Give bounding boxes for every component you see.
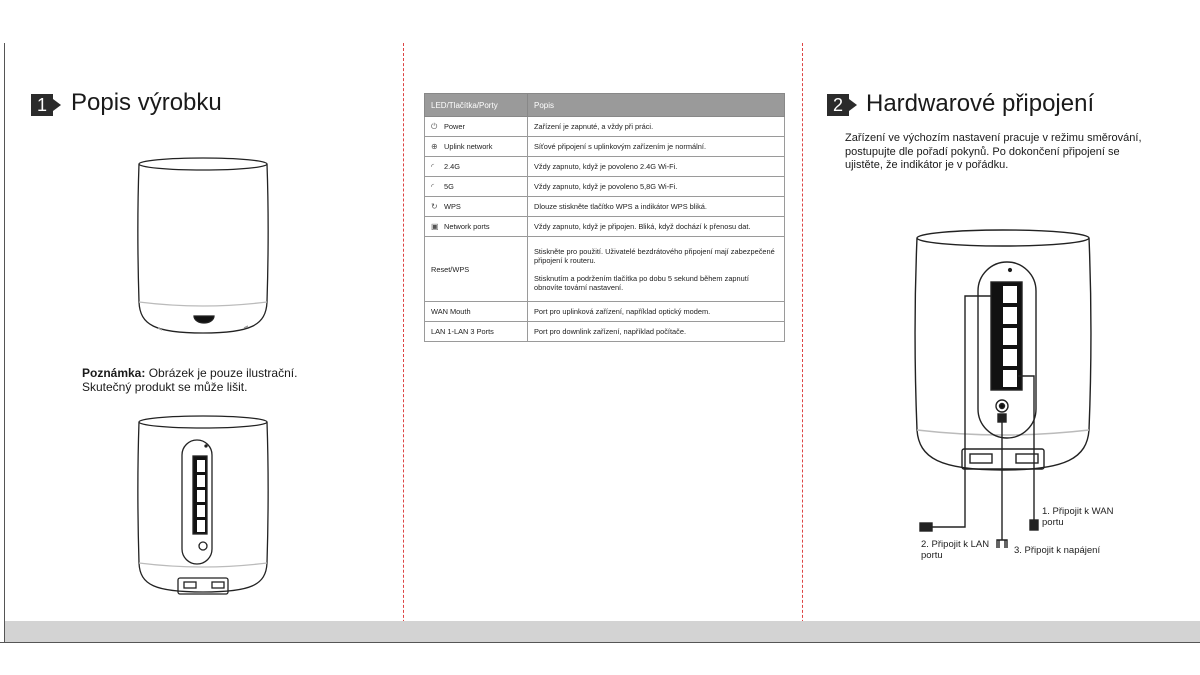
row-desc: Vždy zapnuto, když je povoleno 5,8G Wi-Fi. <box>528 177 785 197</box>
row-label: Network ports <box>444 222 490 231</box>
table-header-led: LED/Tlačítka/Porty <box>425 94 528 117</box>
row-desc: Vždy zapnuto, když je povoleno 2.4G Wi-Fi. <box>528 157 785 177</box>
note-line-2: Skutečný produkt se může lišit. <box>82 380 248 394</box>
row-label: 2.4G <box>444 162 461 171</box>
row-label: Reset/WPS <box>425 237 528 302</box>
table-row <box>425 117 785 137</box>
row-desc: Vždy zapnuto, když je připojen. Bliká, když dochází k přenosu dat. <box>528 217 785 237</box>
callout-wan-line1: 1. Připojit k WAN <box>1042 506 1114 517</box>
table-row <box>425 157 785 177</box>
callout-power: 3. Připojit k napájení <box>1014 545 1101 556</box>
section-2-badge: 2 <box>827 94 849 116</box>
table-row-lan <box>425 322 785 342</box>
table-header-popis: Popis <box>528 94 785 117</box>
table-row-wan <box>425 302 785 322</box>
table-row <box>425 197 785 217</box>
row-label: Uplink network <box>444 142 493 151</box>
note-label: Poznámka: <box>82 366 146 380</box>
callout-lan <box>921 539 989 561</box>
wps-icon: ↻ <box>431 202 438 211</box>
section-1-title: Popis výrobku <box>71 89 222 116</box>
row-label: 5G <box>444 182 454 191</box>
row-desc: Síťové připojení s uplinkovým zařízením je normální. <box>528 137 785 157</box>
callout-lan-line1: 2. Připojit k LAN <box>921 539 990 550</box>
reset-desc-2: Stisknutím a podržením tlačítka po dobu 5 sekund během zapnutí obnovíte tovární nastavení. <box>534 273 749 292</box>
spec-table <box>424 93 785 342</box>
router-back-large-image <box>915 230 1091 548</box>
table-row <box>425 177 785 197</box>
table-header-row <box>425 94 785 117</box>
section-2-title: Hardwarové připojení <box>866 90 1095 117</box>
note-line-1: Obrázek je pouze ilustrační. <box>145 366 298 380</box>
section-1-badge: 1 <box>31 94 53 116</box>
wifi-5-icon: ◜ <box>431 182 435 191</box>
section-2-intro: Zařízení ve výchozím nastavení pracuje v režimu směrování, postupujte dle pořadí pokynů. Po dokončení připojení se ujistěte, že indikátor je v pořádku. <box>845 132 1142 171</box>
callout-lan-line2: portu <box>921 550 943 561</box>
row-label: Power <box>444 121 465 131</box>
table-row <box>425 137 785 157</box>
row-label: WPS <box>444 202 461 211</box>
row-desc: Port pro uplinková zařízení, například optický modem. <box>528 302 785 322</box>
callout-wan <box>1042 506 1113 528</box>
globe-icon: ⊕ <box>431 142 438 151</box>
row-label: LAN 1-LAN 3 Ports <box>425 322 528 342</box>
router-back-image <box>138 416 268 594</box>
callout-wan-line2: portu <box>1042 517 1064 528</box>
router-front-image <box>138 158 268 333</box>
table-row <box>425 217 785 237</box>
row-desc: Dlouze stiskněte tlačítko WPS a indikátor WPS bliká. <box>528 197 785 217</box>
row-desc: Port pro downlink zařízení, například počítače. <box>528 322 785 342</box>
wifi-24-icon: ◜ <box>431 162 435 171</box>
row-desc: Zařízení je zapnuté, a vždy při práci. <box>528 117 785 137</box>
power-icon: ⏻ <box>431 121 438 131</box>
table-row-reset <box>425 237 785 302</box>
reset-desc-1: Stiskněte pro použití. Uživatelé bezdrátového připojení mají zabezpečené připojení k routeru. <box>534 246 775 265</box>
note-text <box>82 366 322 394</box>
row-label: WAN Mouth <box>425 302 528 322</box>
network-ports-icon: ▣ <box>431 222 439 231</box>
